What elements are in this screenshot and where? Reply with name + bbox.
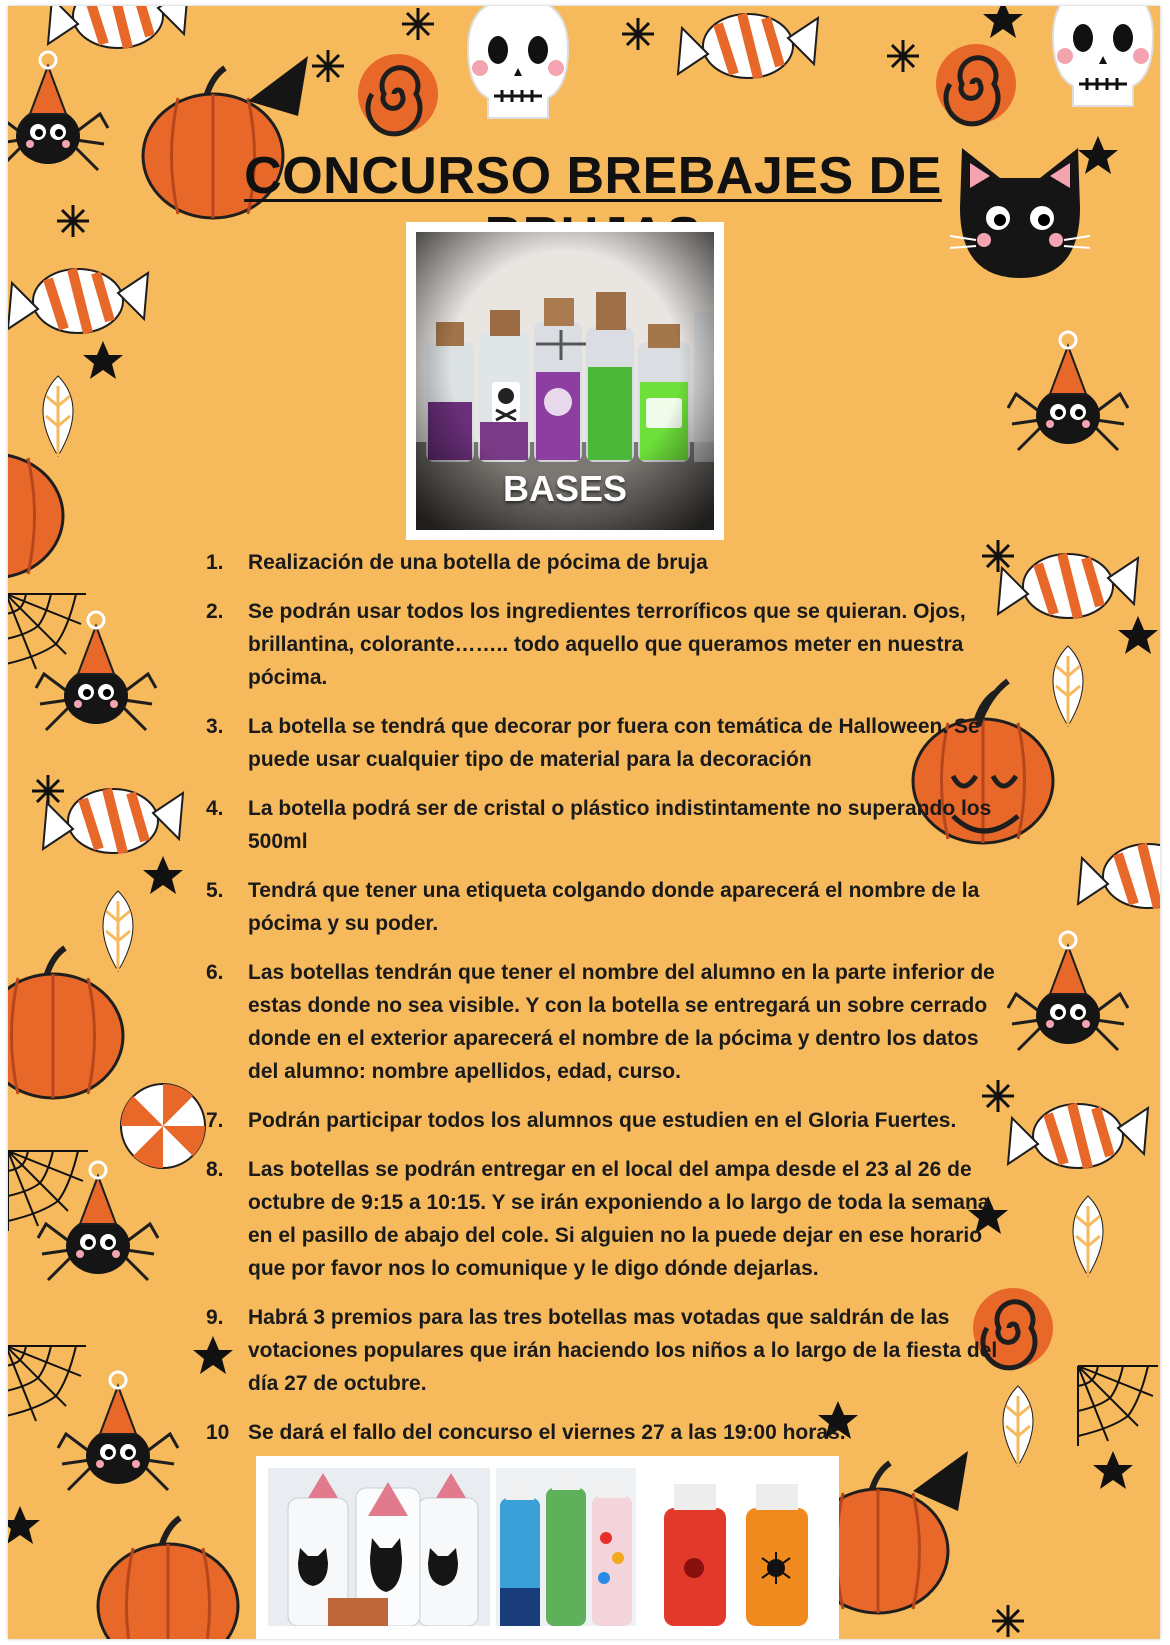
rule-item <box>206 710 1006 776</box>
rule-text: Tendrá que tener una etiqueta colgando donde aparecerá el nombre de la pócima y su poder. <box>248 879 980 935</box>
rule-text: Las botellas se podrán entregar en el local del ampa desde el 23 al 26 de octubre de 9:15 a 10:15. Y se irán exponiendo a lo largo de toda la semana en el pasillo de abajo del cole. Si alguien no la puede dejar en ese horario que por favor nos lo comunique y le digo dónde dejarlas. <box>248 1158 990 1280</box>
rule-text: La botella podrá ser de cristal o plástico indistintamente no superando los 500ml <box>248 797 992 853</box>
rule-item <box>206 1104 1006 1137</box>
rule-number: 8. <box>206 1158 224 1181</box>
rule-item <box>206 956 1006 1088</box>
halloween-bottles-photo <box>642 1468 827 1626</box>
rule-number: 6. <box>206 961 224 984</box>
rules-list <box>206 546 1006 1465</box>
rule-item <box>206 546 1006 579</box>
rule-number: 9. <box>206 1306 224 1329</box>
rule-text: Se dará el fallo del concurso el viernes 27 a las 19:00 horas. <box>248 1421 846 1444</box>
rule-item <box>206 595 1006 694</box>
page-title: CONCURSO BREBAJES DE <box>244 147 942 205</box>
rule-number: 5. <box>206 879 224 902</box>
cat-bottles-photo <box>268 1468 490 1626</box>
rule-text: Habrá 3 premios para las tres botellas mas votadas que saldrán de las votaciones populares que irán haciendo los niños a lo largo de la fiesta del día 27 de octubre. <box>248 1306 998 1395</box>
rule-item <box>206 792 1006 858</box>
rule-item <box>206 1153 1006 1285</box>
rule-text: Las botellas tendrán que tener el nombre del alumno en la parte inferior de estas donde no sea visible. Y con la botella se entregará un sobre cerrado donde en el exterior aparecerá el nombre de la pócima y dentro los datos del alumno: nombre apellidos, edad, curso. <box>248 961 995 1083</box>
bases-label: BASES <box>502 468 628 509</box>
rule-number: 7. <box>206 1109 224 1132</box>
rule-number: 2. <box>206 600 224 623</box>
rule-item <box>206 1416 1006 1449</box>
rule-item <box>206 1301 1006 1400</box>
potion-bottles-photo <box>416 232 714 530</box>
rule-text: Se podrán usar todos los ingredientes terroríficos que se quieran. Ojos, brillantina, colorante…….. todo aquello que queramos meter en nuestra pócima. <box>248 600 966 689</box>
rule-text: Realización de una botella de pócima de bruja <box>248 551 708 574</box>
rule-number: 4. <box>206 797 224 820</box>
sensory-bottles-photo <box>496 1468 636 1626</box>
rule-number: 3. <box>206 715 224 738</box>
rule-item <box>206 874 1006 940</box>
bases-photo-frame <box>406 222 724 540</box>
flyer-page <box>8 6 1160 1639</box>
rule-number: 10 <box>206 1421 230 1444</box>
example-bottles-photo-strip <box>256 1456 839 1639</box>
rule-text: Podrán participar todos los alumnos que estudien en el Gloria Fuertes. <box>248 1109 957 1132</box>
rule-number: 1. <box>206 551 224 574</box>
rule-text: La botella se tendrá que decorar por fuera con temática de Halloween. Se puede usar cualquier tipo de material para la decoración <box>248 715 980 771</box>
